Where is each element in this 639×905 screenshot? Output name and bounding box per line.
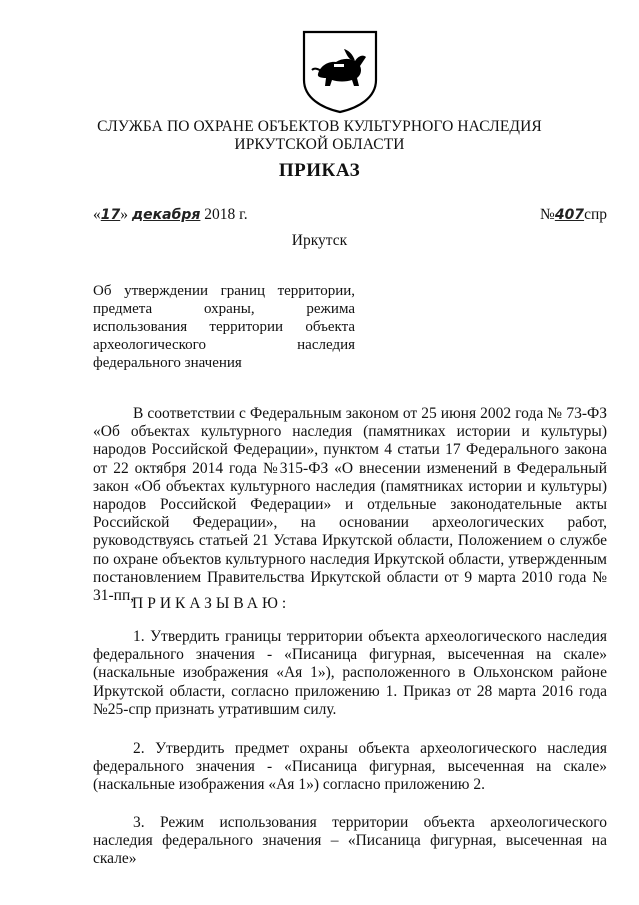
order-word: ПРИКАЗЫВАЮ:: [132, 595, 291, 612]
organization-name-line-2: ИРКУТСКОЙ ОБЛАСТИ: [234, 136, 405, 153]
date-close-quote: »: [120, 206, 128, 223]
date-day: 17: [100, 207, 121, 223]
subject-line: археологического наследия: [93, 337, 355, 353]
preamble-paragraph: В соответствии с Федеральным законом от 25 июня 2002 года № 73-ФЗ «Об объектах культурного наследия (памятниках истории и культуры) народов Российской Федерации», пунктом 4 статьи 17 Федерального закона от 22 октября 2014 года №315-ФЗ «О внесении изменений в Федеральный закон «Об объектах культурного наследия (памятниках истории и культуры) народов Российской Федерации» и отдельные законодательные акты Российской Федерации», на основании археологических работ, руководствуясь статьей 21 Устава Иркутской области, Положением о службе по охране объектов культурного наследия Иркутской области, утвержденным постановлением Правительства Иркутской области от 9 марта 2010 года № 31-пп,: [93, 405, 607, 605]
document-type-title: ПРИКАЗ: [278, 160, 361, 181]
date-open-quote: «: [93, 206, 101, 223]
subject-line: использования территории объекта: [93, 319, 355, 335]
order-item-2: 2. Утвердить предмет охраны объекта археологического наследия федерального значения - «Писаница фигурная, высеченная на скале» (наскальные изображения «Ая 1») согласно приложению 2.: [93, 740, 607, 794]
number-value: 407: [554, 207, 585, 223]
subject-line: предмета охраны, режима: [93, 301, 355, 317]
document-number: [540, 206, 607, 224]
number-suffix: спр: [584, 206, 607, 223]
city-name: Иркутск: [291, 232, 348, 249]
order-item-1: 1. Утвердить границы территории объекта археологического наследия федерального значения - «Писаница фигурная, высеченная на скале» (наскальные изображения «Ая 1»), расположенного в Ольхонском районе Иркутской области, согласно приложению 1. Приказ от 28 марта 2016 года №25-спр признать утратившим силу.: [93, 628, 607, 718]
organization-name-line-1: СЛУЖБА ПО ОХРАНЕ ОБЪЕКТОВ КУЛЬТУРНОГО НАСЛЕДИЯ: [97, 118, 542, 135]
number-prefix: №: [540, 206, 555, 223]
subject-line: федерального значения: [93, 355, 242, 371]
order-item-3: 3. Режим использования территории объекта археологического наследия федерального значения – «Писаница фигурная, высеченная на скале»: [93, 814, 607, 868]
subject-line: Об утверждении границ территории,: [93, 283, 355, 299]
document-date: [93, 206, 248, 224]
date-year: 2018 г.: [204, 206, 248, 223]
coat-of-arms-icon: [300, 28, 380, 114]
order-subject: [93, 282, 355, 372]
date-month: декабря: [131, 207, 201, 223]
